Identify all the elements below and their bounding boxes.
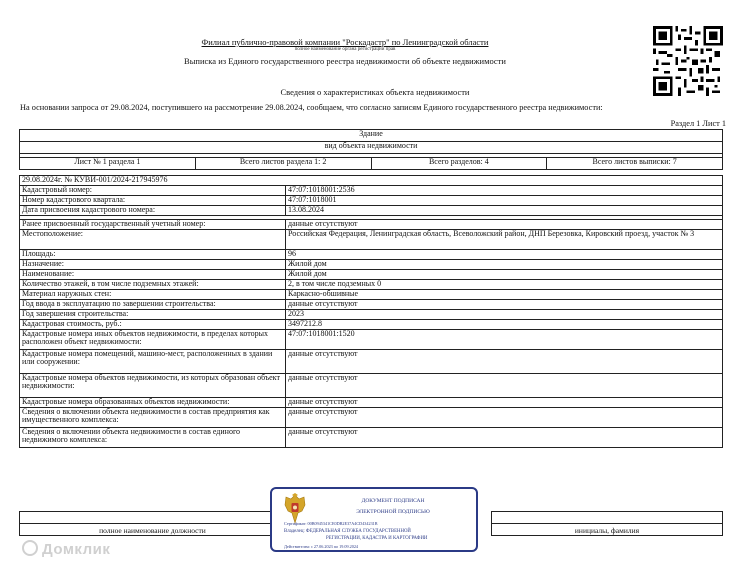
field-value: 47:07:1018001 (286, 196, 723, 206)
stamp-subtitle: ЭЛЕКТРОННОЙ ПОДПИСЬЮ (356, 509, 430, 515)
table-row (20, 300, 723, 310)
detail-label: Кадастровая стоимость, руб.: (20, 320, 286, 330)
branch-caption: полное наименование органа регистрации прав (294, 47, 396, 52)
detail-label: Количество этажей, в том числе подземных этажей: (20, 280, 286, 290)
detail-value: 96 (286, 250, 723, 260)
table-row (20, 260, 723, 270)
table-row (20, 398, 723, 408)
detail-label: Кадастровые номера образованных объектов недвижимости: (20, 398, 286, 408)
domclick-logo-icon (22, 540, 38, 556)
characteristics-table (19, 175, 723, 448)
detail-label: Сведения о включении объекта недвижимости в состав единого недвижимого комплекса: (20, 428, 286, 448)
total-sheets: Всего листов выписки: 7 (547, 158, 723, 170)
stamp-title: ДОКУМЕНТ ПОДПИСАН (361, 498, 425, 504)
field-label: Номер кадастрового квартала: (20, 196, 286, 206)
watermark-text: Домклик (42, 541, 111, 558)
table-row (20, 280, 723, 290)
table-row (20, 374, 723, 398)
name-cell (492, 512, 723, 524)
detail-label: Год завершения строительства: (20, 310, 286, 320)
detail-value: 2, в том числе подземных 0 (286, 280, 723, 290)
detail-label: Наименование: (20, 270, 286, 280)
stamp-owner-continued: РЕГИСТРАЦИИ, КАДАСТРА И КАРТОГРАФИИ (326, 536, 428, 541)
detail-label: Год ввода в эксплуатацию по завершении строительства: (20, 300, 286, 310)
name-label: инициалы, фамилия (492, 524, 723, 536)
sheet-number: Лист № 1 раздела 1 (20, 158, 196, 170)
detail-value: Жилой дом (286, 260, 723, 270)
branch-name: Филиал публично-правовой компании "Роскадастр" по Ленинградской области (201, 37, 489, 47)
detail-label: Сведения о включении объекта недвижимости в состав предприятия как имущественного комплекса: (20, 408, 286, 428)
sheets-in-section: Всего листов раздела 1: 2 (195, 158, 371, 170)
table-row (20, 250, 723, 260)
table-row (20, 428, 723, 448)
detail-value: Жилой дом (286, 270, 723, 280)
field-value: 47:07:1018001:2536 (286, 186, 723, 196)
detail-value: данные отсутствуют (286, 398, 723, 408)
field-label: Дата присвоения кадастрового номера: (20, 206, 286, 216)
detail-label: Местоположение: (20, 230, 286, 250)
position-cell (20, 512, 286, 524)
field-value: 13.08.2024 (286, 206, 723, 216)
detail-value: данные отсутствуют (286, 428, 723, 448)
detail-value: Каркасно-обшивные (286, 290, 723, 300)
table-row (20, 206, 723, 216)
detail-label: Площадь: (20, 250, 286, 260)
detail-value: данные отсутствуют (286, 374, 723, 398)
detail-value: данные отсутствуют (286, 408, 723, 428)
qr-code-icon (653, 26, 723, 96)
table-row (20, 330, 723, 350)
table-row (20, 320, 723, 330)
object-type: Здание (20, 130, 723, 142)
object-type-caption: вид объекта недвижимости (20, 142, 723, 154)
detail-label: Ранее присвоенный государственный учетный номер: (20, 220, 286, 230)
detail-value: данные отсутствуют (286, 220, 723, 230)
position-label: полное наименование должности (20, 524, 286, 536)
field-label: Кадастровый номер: (20, 186, 286, 196)
detail-label: Кадастровые номера иных объектов недвижимости, в пределах которых расположен объект недвижимости: (20, 330, 286, 350)
table-row (20, 196, 723, 206)
detail-label: Назначение: (20, 260, 286, 270)
section-heading: Сведения о характеристиках объекта недвижимости (280, 87, 470, 97)
detail-value: Российская Федерация, Ленинградская область, Всеволожский район, ДНП Березовка, Кировский проезд, участок № 3 (286, 230, 723, 250)
document-title: Выписка из Единого государственного реестра недвижимости об объекте недвижимости (184, 56, 506, 66)
table-row (20, 290, 723, 300)
detail-label: Кадастровые номера объектов недвижимости, из которых образован объект недвижимости: (20, 374, 286, 398)
detail-value: 47:07:1018001:1520 (286, 330, 723, 350)
detail-label: Кадастровые номера помещений, машино-мест, расположенных в здании или сооружении: (20, 350, 286, 374)
stamp-validity: Действителен: с 27.06.2023 по 19.09.2024 (284, 544, 359, 549)
domclick-watermark (22, 540, 110, 558)
stamp-certificate: Сертификат: 00B0945341CE0DB2E37A4CD434231B (284, 521, 378, 526)
request-basis: На основании запроса от 29.08.2024, поступившего на рассмотрение 29.08.2024, сообщаем, что согласно записям Единого государственного реестра недвижимости: (20, 103, 603, 112)
table-row (20, 186, 723, 196)
table-row (20, 230, 723, 250)
detail-value: 3497212.8 (286, 320, 723, 330)
digital-signature-stamp (270, 487, 478, 552)
table-row (20, 270, 723, 280)
table-row (20, 350, 723, 374)
detail-value: 2023 (286, 310, 723, 320)
section-sheet-label: Раздел 1 Лист 1 (670, 119, 726, 128)
object-header-table (19, 129, 723, 170)
table-row (20, 310, 723, 320)
detail-value: данные отсутствуют (286, 300, 723, 310)
record-id: 29.08.2024г. № КУВИ-001/2024-217945976 (20, 176, 723, 186)
total-sections: Всего разделов: 4 (371, 158, 547, 170)
detail-value: данные отсутствуют (286, 350, 723, 374)
stamp-owner: Владелец: ФЕДЕРАЛЬНАЯ СЛУЖБА ГОСУДАРСТВЕННОЙ (284, 529, 411, 534)
detail-label: Материал наружных стен: (20, 290, 286, 300)
table-row (20, 220, 723, 230)
table-row (20, 408, 723, 428)
